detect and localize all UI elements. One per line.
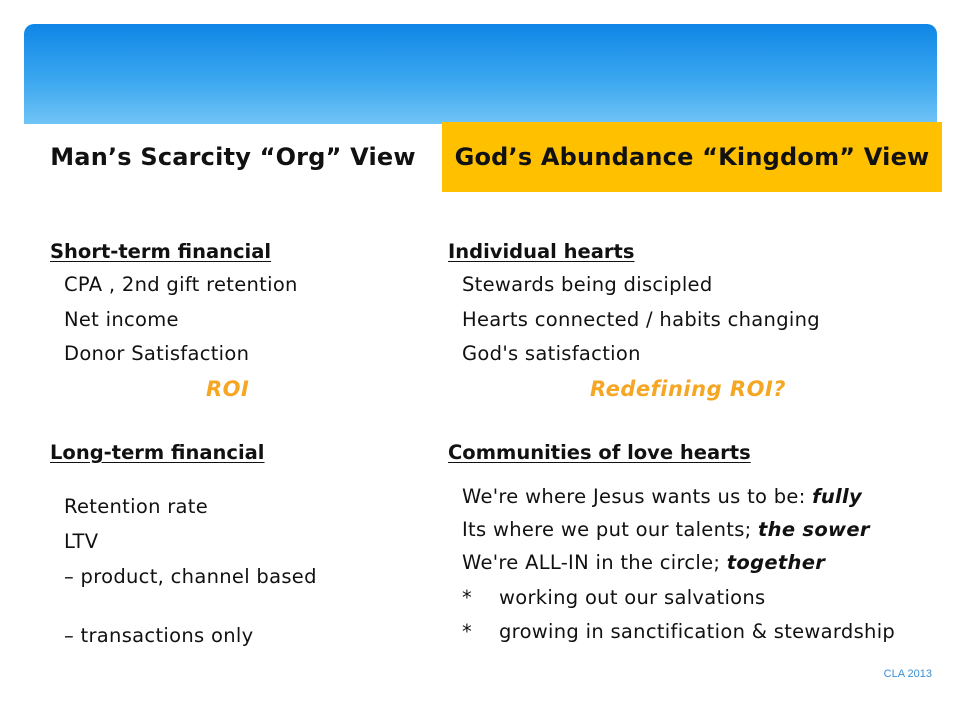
right-section2-bullet	[462, 620, 895, 643]
left-section2-item: Retention rate	[64, 495, 209, 518]
right-section1-item: God's satisfaction	[462, 342, 641, 365]
left-section2-heading: Long-term financial	[50, 441, 265, 464]
bullet-text: working out our salvations	[499, 586, 766, 609]
top-banner	[24, 24, 937, 124]
left-section1-heading: Short-term financial	[50, 240, 272, 263]
right-section1-item: Hearts connected / habits changing	[462, 308, 820, 331]
right-section2-heading: Communities of love hearts	[448, 441, 751, 464]
bullet-marker: *	[462, 586, 473, 609]
left-column-header: Man’s Scarcity “Org” View	[50, 143, 416, 171]
right-section2-bullet	[462, 586, 766, 609]
line-text: Its where we put our talents;	[462, 518, 759, 541]
line-text: We're where Jesus wants us to be:	[462, 485, 813, 508]
left-section2-item: – product, channel based	[64, 565, 317, 588]
left-section2-item: – transactions only	[64, 624, 254, 647]
right-section2-line	[462, 551, 825, 574]
line-text: We're ALL-IN in the circle;	[462, 551, 727, 574]
right-section2-line	[462, 518, 870, 541]
right-section1-heading: Individual hearts	[448, 240, 635, 263]
left-section2-item: LTV	[64, 530, 99, 553]
line-emphasis: fully	[812, 485, 863, 508]
right-column-header: God’s Abundance “Kingdom” View	[442, 122, 942, 192]
footer-credit: CLA 2013	[883, 668, 932, 680]
right-section2-line	[462, 485, 862, 508]
bullet-marker: *	[462, 620, 473, 643]
line-emphasis: the sower	[758, 518, 870, 541]
right-section1-item: Stewards being discipled	[462, 273, 713, 296]
bullet-text: growing in sanctification & stewardship	[499, 620, 896, 643]
left-section1-item: Donor Satisfaction	[64, 342, 250, 365]
right-roi-label: Redefining ROI?	[590, 377, 786, 401]
left-section1-item: CPA , 2nd gift retention	[64, 273, 298, 296]
left-section1-item: Net income	[64, 308, 179, 331]
line-emphasis: together	[726, 551, 826, 574]
left-roi-label: ROI	[206, 377, 250, 401]
